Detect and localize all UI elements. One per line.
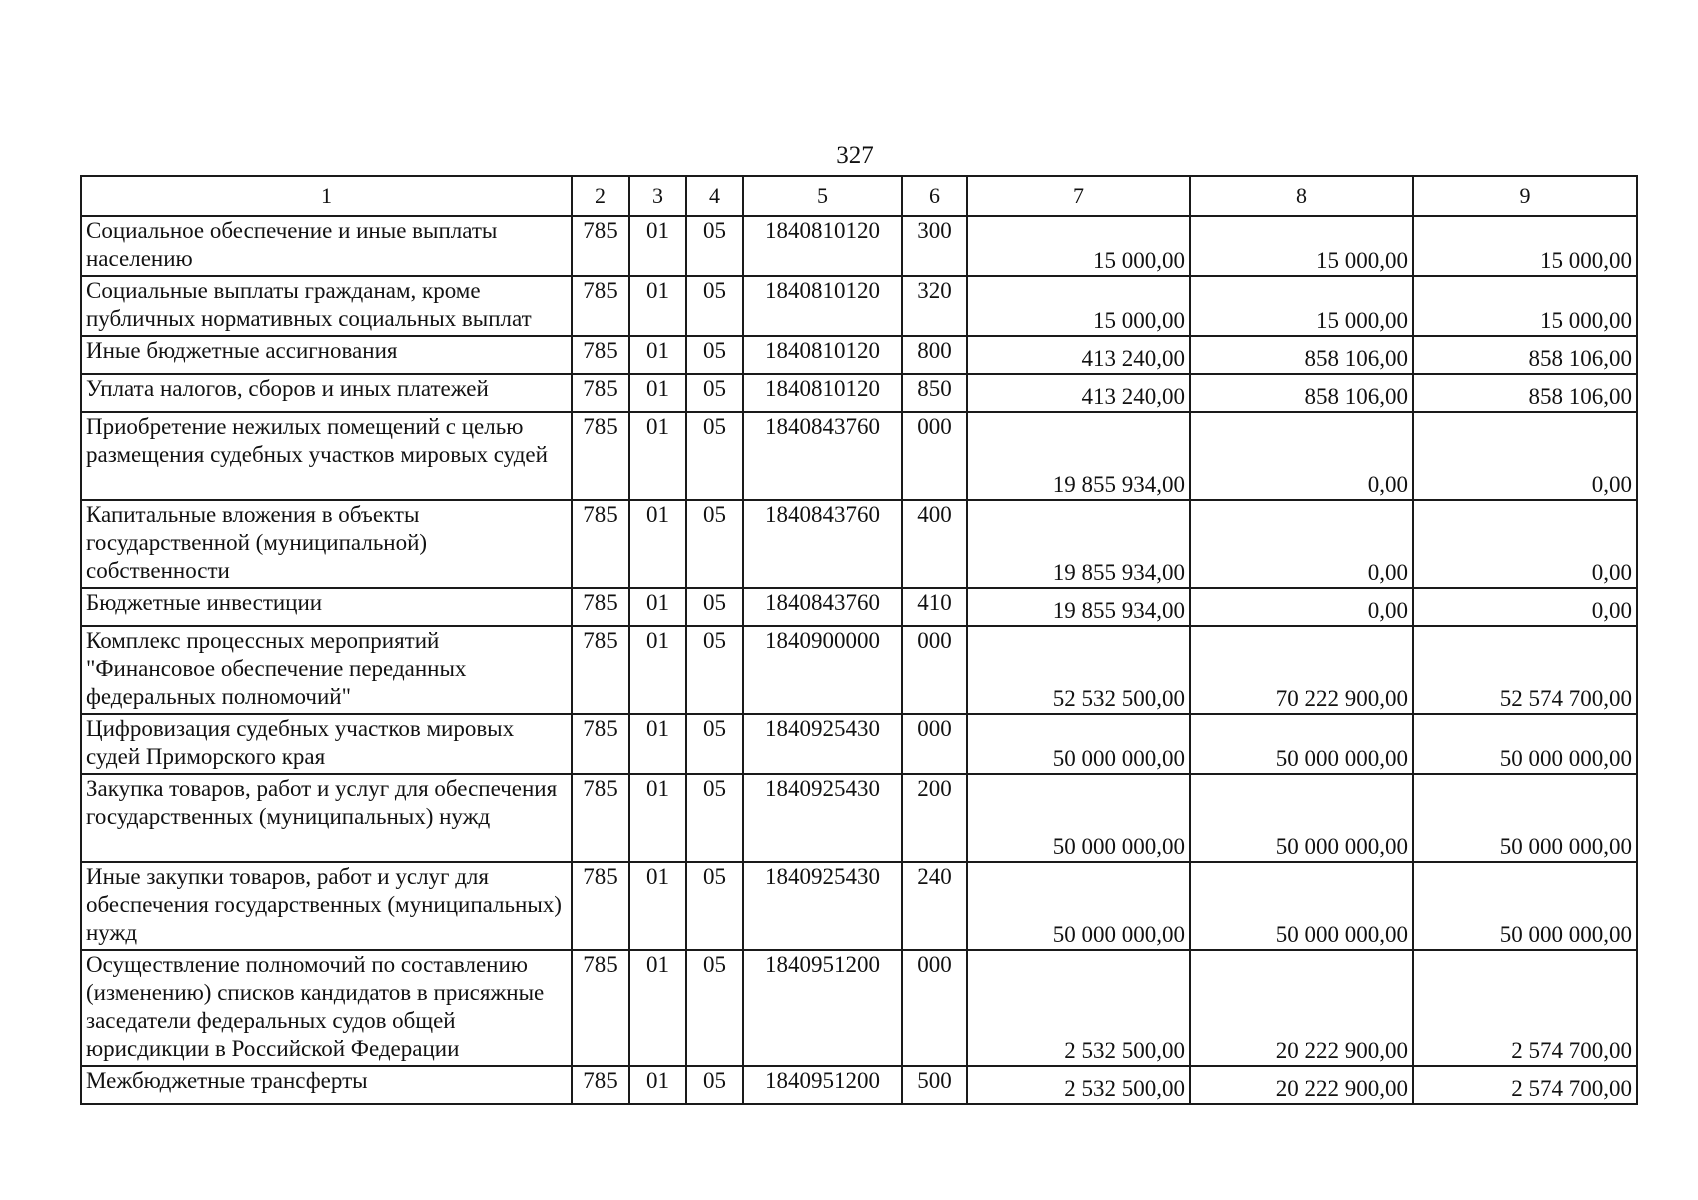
subsection-code: 05	[686, 500, 743, 588]
expense-type-code: 000	[902, 626, 967, 714]
amount-col7: 2 532 500,00	[967, 1066, 1190, 1104]
amount-col9: 50 000 000,00	[1413, 862, 1637, 950]
table-row	[81, 276, 1637, 336]
section-code: 01	[629, 500, 686, 588]
row-name: Межбюджетные трансферты	[81, 1066, 572, 1104]
amount-col7: 15 000,00	[967, 216, 1190, 276]
table-row	[81, 588, 1637, 626]
amount-col8: 0,00	[1190, 412, 1413, 500]
table-row	[81, 862, 1637, 950]
amount-col7: 413 240,00	[967, 374, 1190, 412]
amount-col8: 15 000,00	[1190, 276, 1413, 336]
target-article-code: 1840900000	[743, 626, 902, 714]
row-name: Приобретение нежилых помещений с целью размещения судебных участков мировых судей	[81, 412, 572, 500]
amount-col8: 50 000 000,00	[1190, 714, 1413, 774]
row-name: Социальное обеспечение и иные выплаты населению	[81, 216, 572, 276]
target-article-code: 1840810120	[743, 276, 902, 336]
row-name: Капитальные вложения в объекты государственной (муниципальной) собственности	[81, 500, 572, 588]
amount-col9: 0,00	[1413, 588, 1637, 626]
table-row	[81, 500, 1637, 588]
subsection-code: 05	[686, 588, 743, 626]
amount-col7: 15 000,00	[967, 276, 1190, 336]
header-cell: 6	[902, 176, 967, 216]
header-cell: 3	[629, 176, 686, 216]
header-row	[81, 176, 1637, 216]
target-article-code: 1840925430	[743, 862, 902, 950]
section-code: 01	[629, 216, 686, 276]
row-name: Уплата налогов, сборов и иных платежей	[81, 374, 572, 412]
amount-col9: 858 106,00	[1413, 336, 1637, 374]
amount-col8: 858 106,00	[1190, 336, 1413, 374]
expense-type-code: 200	[902, 774, 967, 862]
amount-col7: 19 855 934,00	[967, 412, 1190, 500]
target-article-code: 1840810120	[743, 374, 902, 412]
ministry-code: 785	[572, 862, 629, 950]
ministry-code: 785	[572, 714, 629, 774]
ministry-code: 785	[572, 276, 629, 336]
amount-col8: 858 106,00	[1190, 374, 1413, 412]
ministry-code: 785	[572, 336, 629, 374]
ministry-code: 785	[572, 412, 629, 500]
amount-col9: 15 000,00	[1413, 216, 1637, 276]
amount-col8: 0,00	[1190, 588, 1413, 626]
table-row	[81, 216, 1637, 276]
amount-col9: 0,00	[1413, 412, 1637, 500]
expense-type-code: 300	[902, 216, 967, 276]
subsection-code: 05	[686, 1066, 743, 1104]
page-number: 327	[836, 142, 874, 169]
amount-col7: 413 240,00	[967, 336, 1190, 374]
amount-col8: 50 000 000,00	[1190, 862, 1413, 950]
expense-type-code: 410	[902, 588, 967, 626]
amount-col8: 70 222 900,00	[1190, 626, 1413, 714]
section-code: 01	[629, 588, 686, 626]
row-name: Иные бюджетные ассигнования	[81, 336, 572, 374]
header-cell: 8	[1190, 176, 1413, 216]
target-article-code: 1840843760	[743, 588, 902, 626]
subsection-code: 05	[686, 216, 743, 276]
amount-col7: 19 855 934,00	[967, 500, 1190, 588]
expense-type-code: 500	[902, 1066, 967, 1104]
section-code: 01	[629, 950, 686, 1066]
row-name: Осуществление полномочий по составлению (изменению) списков кандидатов в присяжные заседатели федеральных судов общей юрисдикции в Российской Федерации	[81, 950, 572, 1066]
expense-type-code: 000	[902, 950, 967, 1066]
table-row	[81, 374, 1637, 412]
expense-type-code: 000	[902, 714, 967, 774]
target-article-code: 1840951200	[743, 950, 902, 1066]
amount-col9: 0,00	[1413, 500, 1637, 588]
expense-type-code: 800	[902, 336, 967, 374]
section-code: 01	[629, 1066, 686, 1104]
target-article-code: 1840843760	[743, 412, 902, 500]
row-name: Комплекс процессных мероприятий "Финансовое обеспечение переданных федеральных полномочий"	[81, 626, 572, 714]
table-row	[81, 626, 1637, 714]
subsection-code: 05	[686, 626, 743, 714]
section-code: 01	[629, 374, 686, 412]
amount-col7: 52 532 500,00	[967, 626, 1190, 714]
target-article-code: 1840810120	[743, 216, 902, 276]
expense-type-code: 850	[902, 374, 967, 412]
expense-type-code: 000	[902, 412, 967, 500]
subsection-code: 05	[686, 862, 743, 950]
header-cell: 9	[1413, 176, 1637, 216]
amount-col7: 19 855 934,00	[967, 588, 1190, 626]
target-article-code: 1840925430	[743, 774, 902, 862]
amount-col9: 50 000 000,00	[1413, 774, 1637, 862]
section-code: 01	[629, 276, 686, 336]
section-code: 01	[629, 714, 686, 774]
amount-col8: 0,00	[1190, 500, 1413, 588]
row-name: Иные закупки товаров, работ и услуг для обеспечения государственных (муниципальных) нужд	[81, 862, 572, 950]
subsection-code: 05	[686, 950, 743, 1066]
section-code: 01	[629, 626, 686, 714]
subsection-code: 05	[686, 774, 743, 862]
subsection-code: 05	[686, 374, 743, 412]
section-code: 01	[629, 336, 686, 374]
section-code: 01	[629, 862, 686, 950]
amount-col9: 2 574 700,00	[1413, 1066, 1637, 1104]
row-name: Бюджетные инвестиции	[81, 588, 572, 626]
amount-col9: 15 000,00	[1413, 276, 1637, 336]
amount-col9: 52 574 700,00	[1413, 626, 1637, 714]
subsection-code: 05	[686, 714, 743, 774]
header-cell: 2	[572, 176, 629, 216]
target-article-code: 1840925430	[743, 714, 902, 774]
amount-col8: 15 000,00	[1190, 216, 1413, 276]
expense-type-code: 320	[902, 276, 967, 336]
amount-col7: 50 000 000,00	[967, 774, 1190, 862]
header-cell: 4	[686, 176, 743, 216]
header-cell: 7	[967, 176, 1190, 216]
row-name: Цифровизация судебных участков мировых судей Приморского края	[81, 714, 572, 774]
amount-col7: 50 000 000,00	[967, 862, 1190, 950]
expense-type-code: 400	[902, 500, 967, 588]
table-row	[81, 774, 1637, 862]
ministry-code: 785	[572, 950, 629, 1066]
ministry-code: 785	[572, 774, 629, 862]
budget-table	[80, 175, 1638, 1105]
amount-col9: 50 000 000,00	[1413, 714, 1637, 774]
header-cell: 1	[81, 176, 572, 216]
table-row	[81, 1066, 1637, 1104]
ministry-code: 785	[572, 216, 629, 276]
target-article-code: 1840843760	[743, 500, 902, 588]
amount-col7: 50 000 000,00	[967, 714, 1190, 774]
amount-col8: 20 222 900,00	[1190, 950, 1413, 1066]
row-name: Закупка товаров, работ и услуг для обеспечения государственных (муниципальных) нужд	[81, 774, 572, 862]
section-code: 01	[629, 774, 686, 862]
expense-type-code: 240	[902, 862, 967, 950]
target-article-code: 1840810120	[743, 336, 902, 374]
subsection-code: 05	[686, 336, 743, 374]
ministry-code: 785	[572, 1066, 629, 1104]
amount-col8: 50 000 000,00	[1190, 774, 1413, 862]
amount-col7: 2 532 500,00	[967, 950, 1190, 1066]
row-name: Социальные выплаты гражданам, кроме публичных нормативных социальных выплат	[81, 276, 572, 336]
table-row	[81, 412, 1637, 500]
table-row	[81, 714, 1637, 774]
ministry-code: 785	[572, 374, 629, 412]
table-row	[81, 950, 1637, 1066]
target-article-code: 1840951200	[743, 1066, 902, 1104]
table-row	[81, 336, 1637, 374]
amount-col9: 2 574 700,00	[1413, 950, 1637, 1066]
ministry-code: 785	[572, 588, 629, 626]
header-cell: 5	[743, 176, 902, 216]
amount-col9: 858 106,00	[1413, 374, 1637, 412]
section-code: 01	[629, 412, 686, 500]
amount-col8: 20 222 900,00	[1190, 1066, 1413, 1104]
ministry-code: 785	[572, 626, 629, 714]
subsection-code: 05	[686, 276, 743, 336]
ministry-code: 785	[572, 500, 629, 588]
subsection-code: 05	[686, 412, 743, 500]
